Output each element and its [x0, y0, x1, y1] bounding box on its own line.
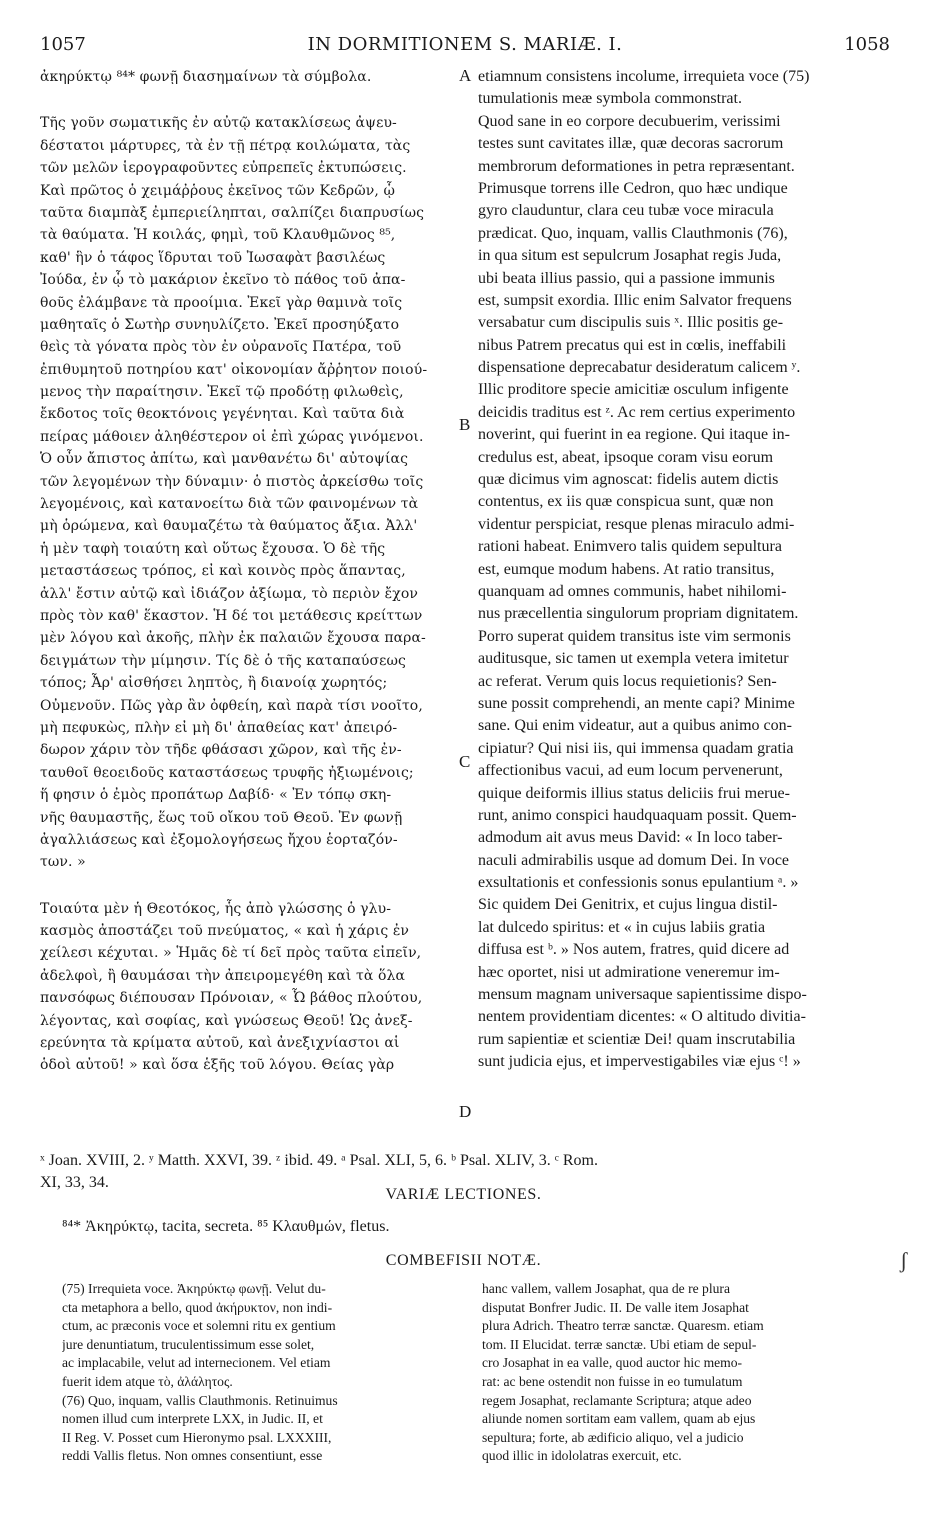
combefisii-notae-heading: COMBEFISII NOTÆ.: [385, 1252, 542, 1269]
latin-text-line: versabatur cum discipulis suis ˣ. Illic positis ge-: [478, 314, 784, 332]
latin-text-line: lat dulcedo spiritus: et « in cujus labiis gratia: [478, 918, 766, 936]
latin-text-line: ac referat. Verum quis locus requietionis? Sen-: [478, 672, 777, 690]
latin-text-line: nibus Patrem precatus qui est in cœlis, ineffabili: [478, 336, 787, 354]
latin-text-line: videntur perspiciat, resque plenas miraculo admi-: [478, 515, 795, 533]
greek-text-line: Ἰούδα, ἐν ᾧ τὸ μακάριον ἐκεῖνο τὸ πάθος τοῦ ἀπα-: [40, 272, 406, 289]
latin-text-line: nus præcellentia singulorum propriam dignitatem.: [478, 605, 799, 623]
latin-text-line: runt, animo conspici haudquaquam possit. Quem-: [478, 806, 797, 824]
latin-text-line: quique deiformis illius status deliciis frui merue-: [478, 784, 790, 802]
latin-text-line: est, eumque modum habens. At ratio transitus,: [478, 560, 775, 578]
note-line: quod illic in idololatras exercuit, etc.: [482, 1448, 682, 1464]
latin-text-line: noverint, qui fuerint in ea regione. Qui itaque in-: [478, 426, 790, 444]
greek-text-line: ερεύνητα τὰ κρίματα αὐτοῦ, καὶ ἀνεξιχνίαστοι αἱ: [40, 1035, 400, 1052]
latin-text-line: est, sumpsit exordia. Illic enim Salvator frequens: [478, 291, 792, 309]
greek-text-line: Τῆς γοῦν σωματικῆς ἐν αὐτῷ κατακλίσεως ἀψευ-: [40, 115, 397, 132]
note-line: nomen illud cum interprete LXX, in Judic. II, et: [62, 1411, 323, 1427]
latin-text-line: prædicat. Quo, inquam, vallis Clauthmonis (76),: [478, 224, 788, 242]
latin-text-line: dispensatione deprecabatur desideratum calicem ʸ.: [478, 359, 801, 377]
latin-text-line: admodum ait avus meus David: « In loco taber-: [478, 829, 783, 847]
latin-text-line: in qua situm est sepulcrum Josaphat regis Juda,: [478, 247, 782, 265]
latin-text-line: contentus, ex iis quæ conspicua sunt, quæ non: [478, 493, 774, 511]
greek-text-line: μὴ πεφυκὼς, πλὴν εἰ μὴ δι' ἀπαθείας κατ' ἀπειρό-: [40, 719, 398, 736]
latin-text-line: mensum magnam universaque sapientissime dispo-: [478, 986, 807, 1004]
greek-text-line: λεγομένοις, καὶ κατανοείτω διὰ τῶν φαινομένων τὰ: [40, 496, 419, 513]
margin-pen-mark: ʃ: [900, 1248, 908, 1273]
latin-text-line: Illic proditore specie amicitiæ osculum infigente: [478, 381, 789, 399]
greek-text-line: ἀλλ' ἔστιν αὐτῷ καὶ ἰδιάζον ἀξίωμα, τὸ περιὸν ἔχον: [40, 585, 418, 602]
greek-text-line: τὰ θαύματα. Ἡ κοιλάς, φημὶ, τοῦ Κλαυθμῶνος ⁸⁵,: [40, 227, 396, 244]
latin-text-line: naculi admirabilis usque ad domum Dei. In voce: [478, 851, 790, 869]
greek-text-column: [40, 66, 455, 1077]
greek-text-line: μενος τὴν παραίτησιν. Ἐκεῖ τῷ προδότῃ φιλωθεὶς,: [40, 384, 404, 401]
latin-text-line: rationi habeat. Enimvero talis quidem sepultura: [478, 538, 782, 556]
latin-text-line: sune possit comprehendi, an mente capi? Minime: [478, 694, 795, 712]
note-line: cta metaphora a bello, quod ἀκήρυκτον, non indi-: [62, 1299, 333, 1315]
latin-text-line: quanquam ad omnes communis, habet nihilomi-: [478, 582, 787, 600]
note-line: (76) Quo, inquam, vallis Clauthmonis. Retinuimus: [62, 1392, 338, 1408]
note-line: reddi Vallis fletus. Non omnes consentiunt, esse: [62, 1448, 323, 1464]
greek-text-line: δέστατοι μάρτυρες, τὰ ἐν τῇ πέτρᾳ κοιλώματα, τὰς: [40, 137, 411, 154]
note-line: II Reg. V. Posset cum Hieronymo psal. LXXXIII,: [62, 1429, 332, 1445]
greek-text-line: ἥ φησιν ὁ ἐμὸς προπάτωρ Δαβίδ· « Ἐν τόπῳ σκη-: [40, 787, 392, 804]
greek-text-line: ἐπιθυμητοῦ ποτηρίου κατ' οἰκονομίαν ἄῤῥητον ποιού-: [40, 361, 428, 378]
note-line: jure denuntiatum, truculentissimum esse solet,: [62, 1336, 315, 1352]
greek-text-line: μαθηταῖς ὁ Σωτὴρ συνηυλίζετο. Ἐκεῖ προσηύξατο: [40, 316, 400, 333]
latin-text-line: cipiatur? Qui nisi iis, qui immensa quadam gratia: [478, 739, 794, 757]
greek-text-line: ἀγαλλιάσεως καὶ ἐξομολογήσεως ἤχου ἑορταζόν-: [40, 831, 398, 848]
latin-text-line: membrorum deformationes in petra repræsentant.: [478, 157, 795, 175]
greek-text-line: καθ' ἣν ὁ τάφος ἵδρυται τοῦ Ἰωσαφὰτ βασιλέως: [40, 249, 386, 266]
greek-text-line: θοῦς ἐλάμβανε τὰ προοίμια. Ἐκεῖ γὰρ θαμινὰ τοῖς: [40, 294, 403, 311]
greek-text-line: πρὸς τὸν καθ' ἕκαστον. Ἡ δέ τοι μετάθεσις κρείττων: [40, 607, 423, 624]
greek-text-line: ταυθοῖ θεοειδοῦς καταστάσεως τρυφῆς ἠξιωμένοις;: [40, 764, 414, 781]
latin-text-line: Primusque torrens ille Cedron, quo hæc undique: [478, 179, 788, 197]
margin-marker-d: D: [459, 1102, 472, 1121]
greek-text-line: [40, 874, 455, 898]
note-line: ctum, ac præconis voce et solemni ritu ex gentium: [62, 1318, 336, 1334]
latin-text-line: exsultationis et confessionis sonus epulantium ᵃ. »: [478, 874, 799, 892]
greek-text-line: λέγοντας, καὶ σοφίας, καὶ γνώσεως Θεοῦ! Ὡς ἀνεξ-: [40, 1012, 413, 1029]
greek-text-line: ἀκηρύκτῳ ⁸⁴* φωνῇ διασημαίνων τὰ σύμβολα.: [40, 69, 372, 85]
greek-text-line: θεὶς τὰ γόνατα πρὸς τὸν ἐν οὐρανοῖς Πατέρα, τοῦ: [40, 339, 402, 356]
greek-text-line: των. »: [40, 854, 86, 871]
note-line: cro Josaphat in ea valle, quod auctor hic memo-: [482, 1355, 743, 1371]
greek-text-line: ὁδοὶ αὐτοῦ! » καὶ ὅσα ἑξῆς τοῦ λόγου. Θείας γὰρ: [40, 1057, 395, 1074]
latin-text-line: deicidis traditus est ᶻ. Ac rem certius experimento: [478, 403, 796, 421]
greek-text-line: νῆς θαυμαστῆς, ἕως τοῦ οἴκου τοῦ Θεοῦ. Ἐν φωνῇ: [40, 809, 403, 826]
greek-text-line: Τοιαύτα μὲν ἡ Θεοτόκος, ἧς ἀπὸ γλώσσης ὁ γλυ-: [40, 900, 392, 917]
margin-marker-b: B: [459, 415, 471, 434]
latin-text-line: nentem providentiam dicentes: « O altitudo divitia-: [478, 1008, 806, 1026]
greek-text-line: Οὐμενοῦν. Πῶς γὰρ ἂν ὀφθείη, καὶ παρὰ τίσι νοοῖτο,: [40, 697, 423, 714]
greek-text-line: πείρας μάθοιεν ἀληθέστερον οἱ ἐπὶ χώρας γινόμενοι.: [40, 428, 424, 445]
latin-text-line: gyro clauduntur, clara ceu tubæ voce miracula: [478, 202, 774, 220]
greek-text-line: Ὁ οὖν ἄπιστος ἀπίτω, καὶ μανθανέτω δι' αὐτοψίας: [40, 451, 409, 468]
greek-text-line: μεταστάσεως τρόπος, εἰ καὶ κοινὸς πρὸς ἅπαντας,: [40, 563, 406, 580]
latin-text-line: etiamnum consistens incolume, irrequieta voce (75): [478, 68, 810, 85]
greek-text-line: τόπος; Ἆρ' αἰσθήσει ληπτὸς, ἢ διανοίᾳ χωρητός;: [40, 675, 388, 692]
greek-text-line: ἡ μὲν ταφὴ τοιαύτη καὶ οὕτως ἔχουσα. Ὁ δὲ τῆς: [40, 540, 386, 557]
note-line: rat: ac bene ostendit non fuisse in eo tumulatum: [482, 1373, 743, 1389]
scripture-reference-line: ˣ Joan. XVIII, 2. ʸ Matth. XXVI, 39. ᶻ ibid. 49. ᵃ Psal. XLI, 5, 6. ᵇ Psal. XLIV, 3. ᶜ Rom.: [40, 1152, 598, 1169]
latin-text-column: [478, 66, 891, 1074]
note-line: plura Adrich. Theatro terræ sanctæ. Quaresm. etiam: [482, 1318, 764, 1334]
scripture-reference-line: XI, 33, 34.: [40, 1174, 109, 1191]
latin-text-line: Quod sane in eo corpore decubuerim, verissimi: [478, 112, 781, 130]
latin-text-line: Sic quidem Dei Genitrix, et cujus lingua distil-: [478, 896, 778, 914]
note-line: fuerit idem atque τὸ, ἀλάλητος.: [62, 1373, 233, 1389]
note-line: (75) Irrequieta voce. Ἀκηρύκτῳ φωνῇ. Velut du-: [62, 1281, 326, 1296]
greek-text-line: δωρον χάριν τὸν τῆδε φθάσασι χῶρον, καὶ τῆς ἐν-: [40, 742, 402, 759]
note-line: hanc vallem, vallem Josaphat, qua de re plura: [482, 1281, 730, 1296]
greek-text-line: [40, 88, 455, 112]
latin-text-line: affectionibus vacui, ad eum locum pervenerunt,: [478, 762, 783, 780]
greek-text-line: τῶν μελῶν ἱερογραφοῦντες εὐπρεπεῖς ἐκτυπώσεις.: [40, 160, 407, 177]
latin-text-line: diffusa est ᵇ. » Nos autem, fratres, quid dicere ad: [478, 941, 790, 959]
greek-text-line: πανσόφως διέπουσαν Πρόνοιαν, « Ὦ βάθος πλούτου,: [40, 990, 423, 1007]
latin-text-line: Porro superat quidem transitus iste vim sermonis: [478, 627, 791, 645]
page-number-right: 1058: [844, 34, 890, 55]
variae-lectiones-heading: VARIÆ LECTIONES.: [385, 1186, 542, 1203]
page-number-left: 1057: [40, 34, 86, 55]
greek-text-line: τῶν λεγομένων τὴν δύναμιν· ὁ πιστὸς ἀρκείσθω τοῖς: [40, 473, 424, 490]
note-line: regem Josaphat, reclamante Scriptura; atque adeo: [482, 1392, 752, 1408]
greek-text-line: μὲν λόγου καὶ ἀκοῆς, πλὴν ἐκ παλαιῶν ἔχουσα παρα-: [40, 630, 426, 647]
greek-text-line: κασμὸς ἀποστάζει τοῦ πνεύματος, « καὶ ἡ χάρις ἐν: [40, 923, 410, 940]
note-line: sepultura; forte, ab ædificio aliquo, vel a judicio: [482, 1429, 744, 1445]
latin-text-line: sane. Qui enim videatur, aut a quibus animo con-: [478, 717, 792, 735]
latin-text-line: tumulationis meæ symbola commonstrat.: [478, 90, 742, 108]
latin-text-line: testes sunt cavitates illæ, quæ decoras sacrorum: [478, 135, 784, 153]
margin-marker-c: C: [459, 752, 471, 771]
variae-lectiones-text: ⁸⁴* Ἀκηρύκτῳ, tacita, secreta. ⁸⁵ Κλαυθμών, fletus.: [62, 1218, 390, 1235]
note-line: disputat Bonfrer Judic. II. De valle item Josaphat: [482, 1299, 749, 1315]
latin-text-line: quæ dicimus vim agnoscat: fidelis autem dictis: [478, 471, 779, 489]
latin-text-line: hæc oportet, nisi ut admiratione veneremur im-: [478, 963, 780, 981]
running-header: [40, 34, 890, 60]
greek-text-line: χείλεσι κέχυται. » Ἡμᾶς δὲ τί δεῖ πρὸς ταῦτα εἰπεῖν,: [40, 945, 422, 962]
greek-text-line: ἔκδοτος τοῖς θεοκτόνοις γεγένηται. Καὶ ταῦτα διὰ: [40, 406, 405, 423]
note-line: tom. II Elucidat. terræ sanctæ. Ubi etiam de sepul-: [482, 1336, 757, 1352]
latin-text-line: sunt judicia ejus, et impervestigabiles viæ ejus ᶜ! »: [478, 1053, 801, 1071]
note-line: aliunde nomen sortitam eam vallem, quam ab ejus: [482, 1411, 756, 1427]
greek-text-line: ταῦτα διαμπὰξ ἐμπεριείληπται, σαλπίζει διαπρυσίως: [40, 204, 425, 221]
latin-text-line: ubi beata illius passio, qui a passione immunis: [478, 269, 775, 287]
greek-text-line: ἀδελφοὶ, ἢ θαυμάσαι τὴν ἀπειρομεγέθη καὶ τὰ ὅλα: [40, 967, 406, 984]
latin-text-line: rum sapientiæ et scientiæ Dei! quam inscrutabilia: [478, 1030, 796, 1048]
margin-marker-a: A: [459, 66, 472, 85]
note-line: ac implacabile, velut ad internecionem. Vel etiam: [62, 1355, 331, 1371]
running-title: IN DORMITIONEM S. MARIÆ. I.: [307, 34, 623, 55]
greek-text-line: μὴ ὁρώμενα, καὶ θαυμαζέτω τὰ θαύματος ἄξια. Ἀλλ': [40, 518, 418, 535]
latin-text-line: auditusque, sic tamen ut exempla vetera imitetur: [478, 650, 789, 668]
greek-text-line: Καὶ πρῶτος ὁ χειμάῤῥους ἐκεῖνος τῶν Κεδρῶν, ᾧ: [40, 182, 395, 199]
greek-text-line: δειγμάτων τὴν μίμησιν. Τίς δὲ ὁ τῆς καταπαύσεως: [40, 652, 406, 669]
latin-text-line: credulus est, abeat, ipsoque coram visu eorum: [478, 448, 774, 466]
notes-right-column: [482, 1280, 890, 1466]
notes-left-column: [62, 1280, 460, 1466]
